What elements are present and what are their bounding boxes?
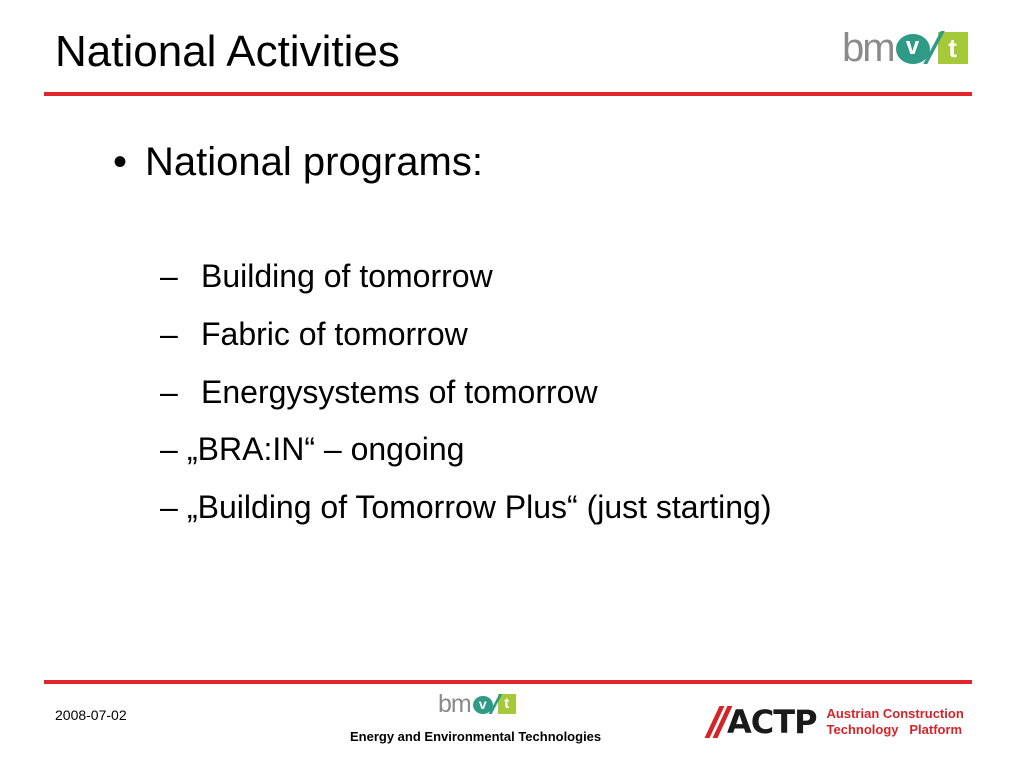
footer-center-text: Energy and Environmental Technologies [350, 729, 602, 744]
bmvit-logo-v: v [473, 696, 493, 714]
sub-bullet-text: Energysystems of tomorrow [201, 373, 598, 410]
sub-bullet-item [160, 487, 772, 545]
sub-bullet-item [160, 314, 772, 372]
slide-title: National Activities [55, 27, 400, 76]
dash-marker: – [160, 431, 178, 468]
bullet-text: National programs: [145, 140, 483, 184]
bmvit-logo-t: t [498, 694, 516, 714]
bullet-marker: • [113, 140, 128, 184]
sub-bullet-item [160, 372, 772, 430]
sub-bullet-text: „Building of Tomorrow Plus“ (just starting) [187, 489, 772, 526]
actp-tagline [827, 706, 964, 738]
sub-bullet-text: „BRA:IN“ – ongoing [187, 431, 465, 468]
bmvit-logo-t: t [938, 32, 968, 64]
bmvit-logo-bm: bm [438, 690, 471, 718]
sub-bullet-item [160, 429, 772, 487]
bmvit-logo-v: v [896, 34, 930, 64]
actp-logo [712, 703, 964, 741]
dash-marker: – [160, 258, 178, 294]
footer-divider [44, 680, 972, 684]
actp-tagline-line1: Austrian Construction [826, 706, 964, 721]
actp-tagline-line2: Technology Platform [826, 722, 963, 737]
dash-marker: – [160, 373, 178, 410]
bullet-national-programs [113, 140, 483, 185]
dash-marker: – [160, 489, 178, 526]
bmvit-footer-logo [438, 690, 516, 718]
bmvit-logo [842, 26, 968, 70]
bmvit-logo-bm: bm [842, 26, 894, 70]
sub-bullet-list [160, 256, 772, 545]
actp-wordmark: ACTP [727, 703, 817, 741]
title-divider [44, 92, 972, 96]
sub-bullet-text: Building of tomorrow [201, 258, 493, 294]
sub-bullet-item [160, 256, 772, 314]
footer-date: 2008-07-02 [55, 707, 127, 723]
sub-bullet-text: Fabric of tomorrow [201, 315, 468, 352]
dash-marker: – [160, 315, 178, 352]
actp-slashes-icon [712, 706, 725, 738]
